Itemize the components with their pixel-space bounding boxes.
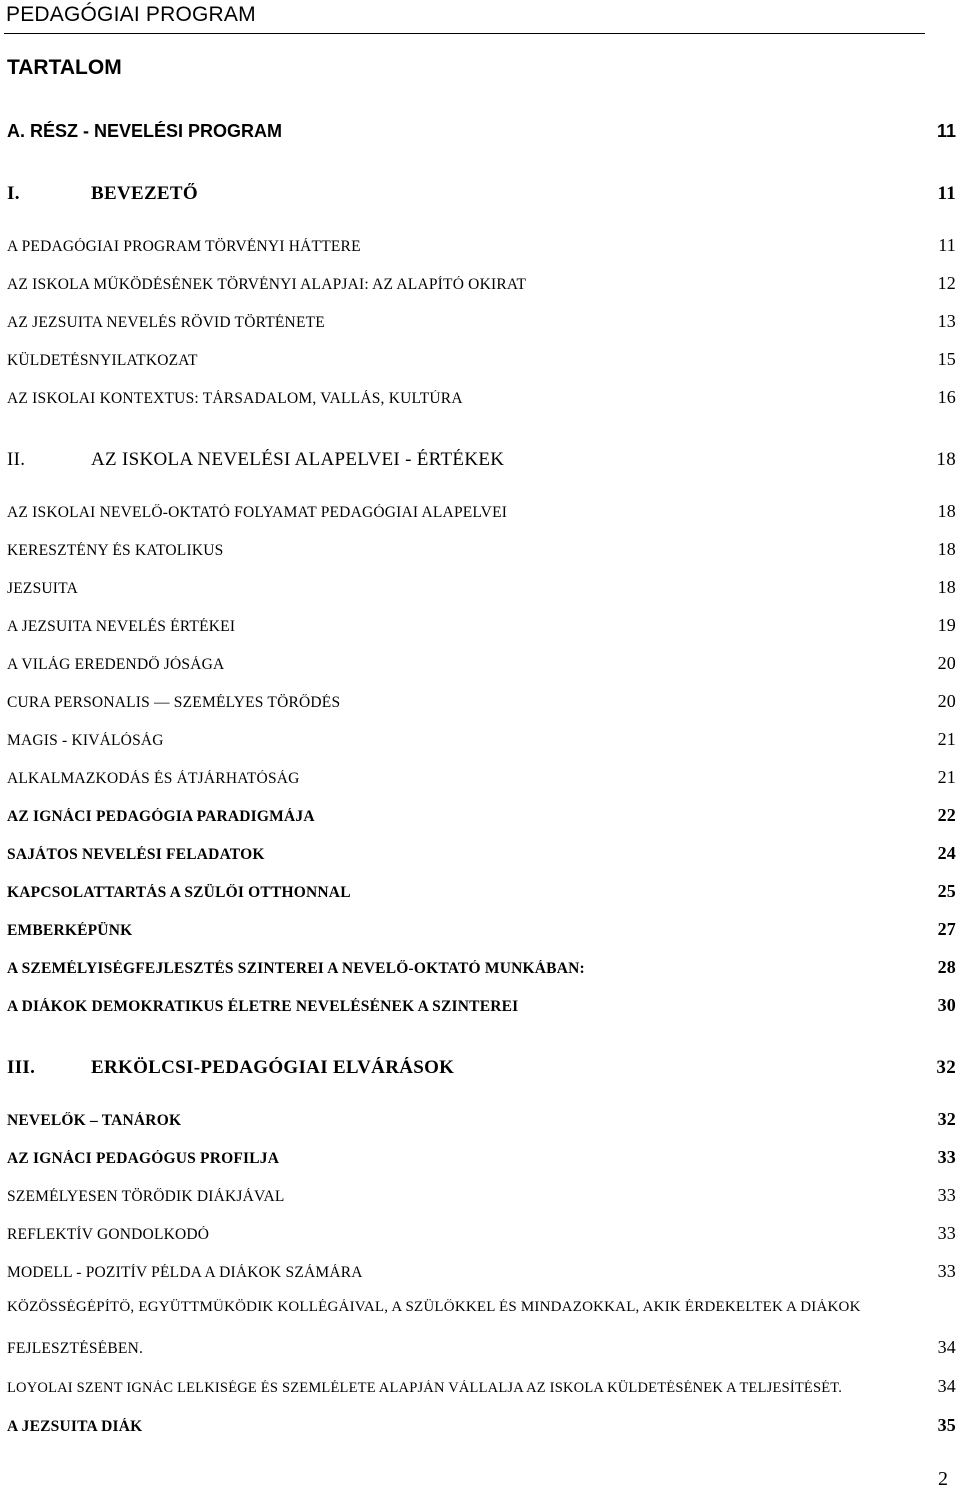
toc-entry-page: 33 [937,1147,956,1167]
toc-entry-label: MAGIS - KIVÁLÓSÁG [7,732,164,749]
toc-entry[interactable] [7,501,956,522]
toc-entry-page: 33 [937,1261,956,1281]
toc-entry[interactable] [7,881,956,902]
toc-chapter-1[interactable] [7,183,956,205]
toc-entry-page: 34 [937,1337,956,1357]
toc-part-page: 11 [936,121,956,141]
toc-entry[interactable] [7,1223,956,1244]
toc-entry[interactable] [7,349,956,370]
toc-entry[interactable] [7,1376,956,1397]
toc-entry[interactable] [7,387,956,408]
chapter-title: ERKÖLCSI-PEDAGÓGIAI ELVÁRÁSOK [91,1057,455,1078]
toc-entry[interactable] [7,311,956,332]
toc-entry[interactable] [7,843,956,864]
toc-entry[interactable] [7,235,956,256]
chapter-page: 18 [936,449,956,470]
chapter-number: I. [7,183,20,204]
toc-entry-page: 33 [937,1185,956,1205]
toc-entry-label: MODELL - POZITÍV PÉLDA A DIÁKOK SZÁMÁRA [7,1264,363,1281]
toc-entry-page: 18 [937,539,956,559]
toc-entry-label: AZ ISKOLAI NEVELŐ-OKTATÓ FOLYAMAT PEDAGÓGIAI ALAPELVEI [7,504,508,521]
toc-entry-page: 18 [937,577,956,597]
toc-entry[interactable] [7,805,956,826]
toc-entry[interactable] [7,1185,956,1206]
toc-chapter-3[interactable] [7,1057,956,1079]
chapter-title: BEVEZETŐ [91,183,198,204]
toc-entry-label: A JEZSUITA NEVELÉS ÉRTÉKEI [7,618,236,635]
toc-entry-label: SAJÁTOS NEVELÉSI FELADATOK [7,846,265,863]
toc-entry-label: FEJLESZTÉSÉBEN. [7,1340,144,1357]
chapter-page: 32 [936,1057,956,1078]
toc-entry-page: 33 [937,1223,956,1243]
toc-entry[interactable] [7,273,956,294]
toc-entry-label: A VILÁG EREDENDŐ JÓSÁGA [7,656,225,673]
toc-entry-label: ALKALMAZKODÁS ÉS ÁTJÁRHATÓSÁG [7,770,300,787]
toc-entry[interactable] [7,539,956,560]
toc-entry[interactable] [7,1147,956,1168]
chapter-number: III. [7,1057,36,1078]
toc-entry-page: 30 [937,995,956,1015]
toc-entry-label: AZ IGNÁCI PEDAGÓGIA PARADIGMÁJA [7,808,315,825]
toc-entry-label: A SZEMÉLYISÉGFEJLESZTÉS SZINTEREI A NEVELŐ-OKTATÓ MUNKÁBAN: [7,960,585,977]
toc-entry-label: A JEZSUITA DIÁK [7,1418,143,1435]
toc-entry-page: 20 [937,653,956,673]
toc-entry[interactable] [7,729,956,750]
toc-entry-page: 21 [937,767,956,787]
toc-entry-label: A DIÁKOK DEMOKRATIKUS ÉLETRE NEVELÉSÉNEK A SZINTEREI [7,998,519,1015]
toc-entry-page: 32 [937,1109,956,1129]
toc-entry[interactable] [7,1109,956,1130]
toc-entry[interactable] [7,767,956,788]
toc-entry-page: 18 [937,501,956,521]
toc-entry-label: CURA PERSONALIS — SZEMÉLYES TÖRŐDÉS [7,694,341,711]
toc-entry-label: JEZSUITA [7,580,78,597]
toc-entry-page: 21 [937,729,956,749]
toc-entry[interactable] [7,1261,956,1282]
running-header: PEDAGÓGIAI PROGRAM [6,3,256,26]
toc-entry[interactable] [7,1299,956,1316]
toc-entry[interactable] [7,957,956,978]
toc-entry-label: A PEDAGÓGIAI PROGRAM TÖRVÉNYI HÁTTERE [7,238,361,255]
toc-entry-page: 35 [937,1415,956,1435]
toc-entry-page: 28 [937,957,956,977]
toc-entry-page: 19 [937,615,956,635]
toc-entry-page: 13 [937,311,956,331]
toc-chapter-2[interactable] [7,449,956,471]
toc-entry-label: KÖZÖSSÉGÉPÍTŐ, EGYÜTTMŰKÖDIK KOLLÉGÁIVAL, A SZÜLŐKKEL ÉS MINDAZOKKAL, AKIK ÉRDEKELTEK A DIÁKOK [7,1299,861,1315]
toc-entry-label: AZ IGNÁCI PEDAGÓGUS PROFILJA [7,1150,280,1167]
toc-entry-label: KERESZTÉNY ÉS KATOLIKUS [7,542,224,559]
toc-entry-page: 27 [937,919,956,939]
page-number: 2 [938,1468,948,1490]
toc-entry-page: 24 [937,843,956,863]
toc-part-label: A. RÉSZ - NEVELÉSI PROGRAM [7,121,283,141]
toc-entry[interactable] [7,615,956,636]
toc-entry-page: 16 [937,387,956,407]
toc-part[interactable] [7,121,956,142]
toc-entry-label: SZEMÉLYESEN TÖRŐDIK DIÁKJÁVAL [7,1188,285,1205]
toc-entry-label: AZ ISKOLA MŰKÖDÉSÉNEK TÖRVÉNYI ALAPJAI: AZ ALAPÍTÓ OKIRAT [7,276,527,293]
chapter-page: 11 [937,183,956,204]
toc-entry[interactable] [7,1415,956,1436]
chapter-title: AZ ISKOLA NEVELÉSI ALAPELVEI - ÉRTÉKEK [91,449,505,470]
toc-entry[interactable] [7,919,956,940]
header-rule [4,33,925,34]
toc-entry[interactable] [7,1337,956,1358]
toc-entry-label: KAPCSOLATTARTÁS A SZÜLŐI OTTHONNAL [7,884,351,901]
toc-entry-label: EMBERKÉPÜNK [7,922,133,939]
toc-entry-page: 22 [937,805,956,825]
toc-entry-page: 12 [937,273,956,293]
toc-entry-label: KÜLDETÉSNYILATKOZAT [7,352,198,369]
toc-entry-page: 15 [937,349,956,369]
toc-entry-label: REFLEKTÍV GONDOLKODÓ [7,1226,210,1243]
toc-entry[interactable] [7,653,956,674]
toc-entry-label: AZ ISKOLAI KONTEXTUS: TÁRSADALOM, VALLÁS, KULTÚRA [7,390,463,407]
toc-entry-page: 34 [937,1376,956,1396]
toc-entry-label: LOYOLAI SZENT IGNÁC LELKISÉGE ÉS SZEMLÉLETE ALAPJÁN VÁLLALJA AZ ISKOLA KÜLDETÉSÉNEK A TELJESÍTÉSÉT. [7,1380,843,1396]
toc-entry-page: 11 [938,235,956,255]
toc-entry-label: NEVELŐK – TANÁROK [7,1112,182,1129]
toc-entry-label: AZ JEZSUITA NEVELÉS RÖVID TÖRTÉNETE [7,314,325,331]
toc-entry-page: 20 [937,691,956,711]
toc-entry[interactable] [7,577,956,598]
toc-entry[interactable] [7,691,956,712]
toc-entry-page: 25 [937,881,956,901]
chapter-number: II. [7,449,26,470]
toc-entry[interactable] [7,995,956,1016]
toc-title: TARTALOM [7,56,122,79]
